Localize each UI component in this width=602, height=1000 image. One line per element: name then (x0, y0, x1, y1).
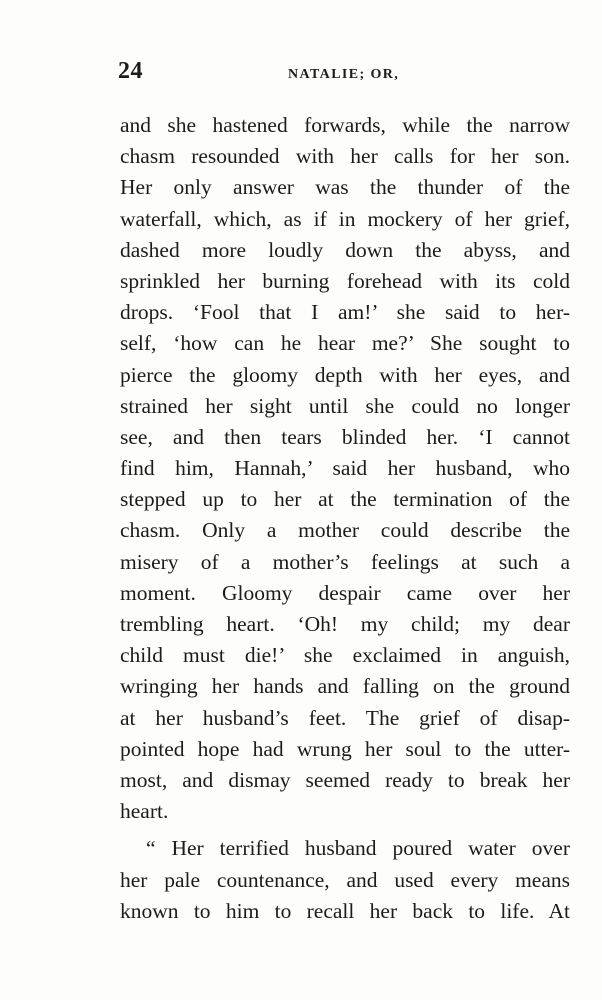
text-line: drops. ‘Fool that I am!’ she said to her- (120, 300, 570, 325)
text-line: “ Her terrified husband poured water over (146, 836, 570, 861)
body-text (120, 110, 570, 927)
text-line: chasm. Only a mother could describe the (120, 518, 570, 543)
text-line: moment. Gloomy despair came over her (120, 580, 570, 605)
text-line: pierce the gloomy depth with her eyes, and (120, 362, 570, 387)
text-line: heart. (120, 799, 169, 824)
page-header (118, 58, 573, 92)
page-number: 24 (118, 58, 143, 84)
text-line: and she hastened forwards, while the narrow (120, 113, 570, 137)
text-line: self, ‘how can he hear me?’ She sought to (120, 331, 570, 356)
text-line: dashed more loudly down the abyss, and (120, 237, 570, 262)
text-line: child must die!’ she exclaimed in anguish, (120, 643, 570, 668)
text-line: find him, Hannah,’ said her husband, who (120, 456, 570, 481)
text-line: her pale countenance, and used every means (120, 867, 570, 892)
running-head: NATALIE; OR, (288, 67, 400, 82)
paragraph-1 (120, 110, 570, 827)
text-line: waterfall, which, as if in mockery of her grief, (120, 206, 570, 231)
text-line: at her husband’s feet. The grief of disap- (120, 705, 570, 730)
text-line: Her only answer was the thunder of the (120, 175, 570, 200)
text-line: most, and dismay seemed ready to break her (120, 767, 570, 792)
text-line: stepped up to her at the termination of the (120, 487, 570, 512)
text-line: known to him to recall her back to life. At (120, 898, 570, 923)
paragraph-2 (120, 833, 570, 927)
text-line: strained her sight until she could no longer (120, 393, 570, 418)
text-line: pointed hope had wrung her soul to the utter- (120, 736, 570, 761)
text-line: misery of a mother’s feelings at such a (120, 549, 570, 574)
text-line: trembling heart. ‘Oh! my child; my dear (120, 612, 570, 636)
text-line: sprinkled her burning forehead with its cold (120, 268, 570, 293)
text-line: see, and then tears blinded her. ‘I cannot (120, 424, 570, 449)
text-line: chasm resounded with her calls for her son. (120, 144, 570, 169)
text-line: wringing her hands and falling on the ground (120, 674, 570, 699)
